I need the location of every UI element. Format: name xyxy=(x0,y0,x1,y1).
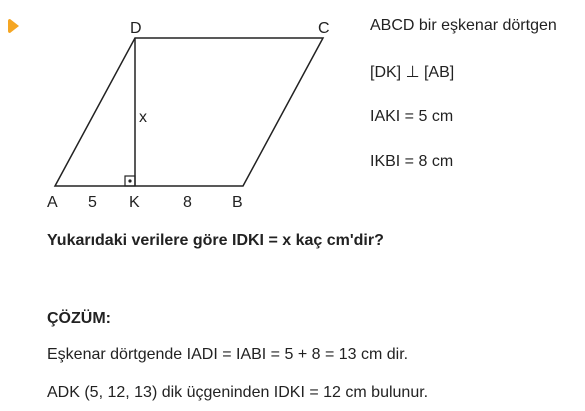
solution-title: ÇÖZÜM: xyxy=(47,310,111,327)
right-angle-dot xyxy=(128,179,131,182)
segment-label-ak: 5 xyxy=(88,194,97,211)
rhombus-outline xyxy=(55,38,323,186)
given-kb-length: IKBI = 8 cm xyxy=(370,153,454,170)
given-rhombus-statement: ABCD bir eşkenar dörtgen xyxy=(370,17,557,34)
vertex-label-c: C xyxy=(318,20,330,37)
solution-line-1: Eşkenar dörtgende IADI = IABI = 5 + 8 = 13 cm dir. xyxy=(47,346,409,363)
given-perpendicular-statement: [DK] ⊥ [AB] xyxy=(370,64,455,81)
vertex-label-k: K xyxy=(129,194,140,211)
segment-label-dk: x xyxy=(139,109,147,126)
rhombus-diagram xyxy=(0,0,360,215)
given-ak-length: IAKI = 5 cm xyxy=(370,108,454,125)
vertex-label-b: B xyxy=(232,194,243,211)
vertex-label-a: A xyxy=(47,194,58,211)
vertex-label-d: D xyxy=(130,20,142,37)
question-text: Yukarıdaki verilere göre IDKI = x kaç cm'dir? xyxy=(47,232,384,249)
solution-line-2: ADK (5, 12, 13) dik üçgeninden IDKI = 12 cm bulunur. xyxy=(47,384,429,401)
segment-label-kb: 8 xyxy=(183,194,192,211)
